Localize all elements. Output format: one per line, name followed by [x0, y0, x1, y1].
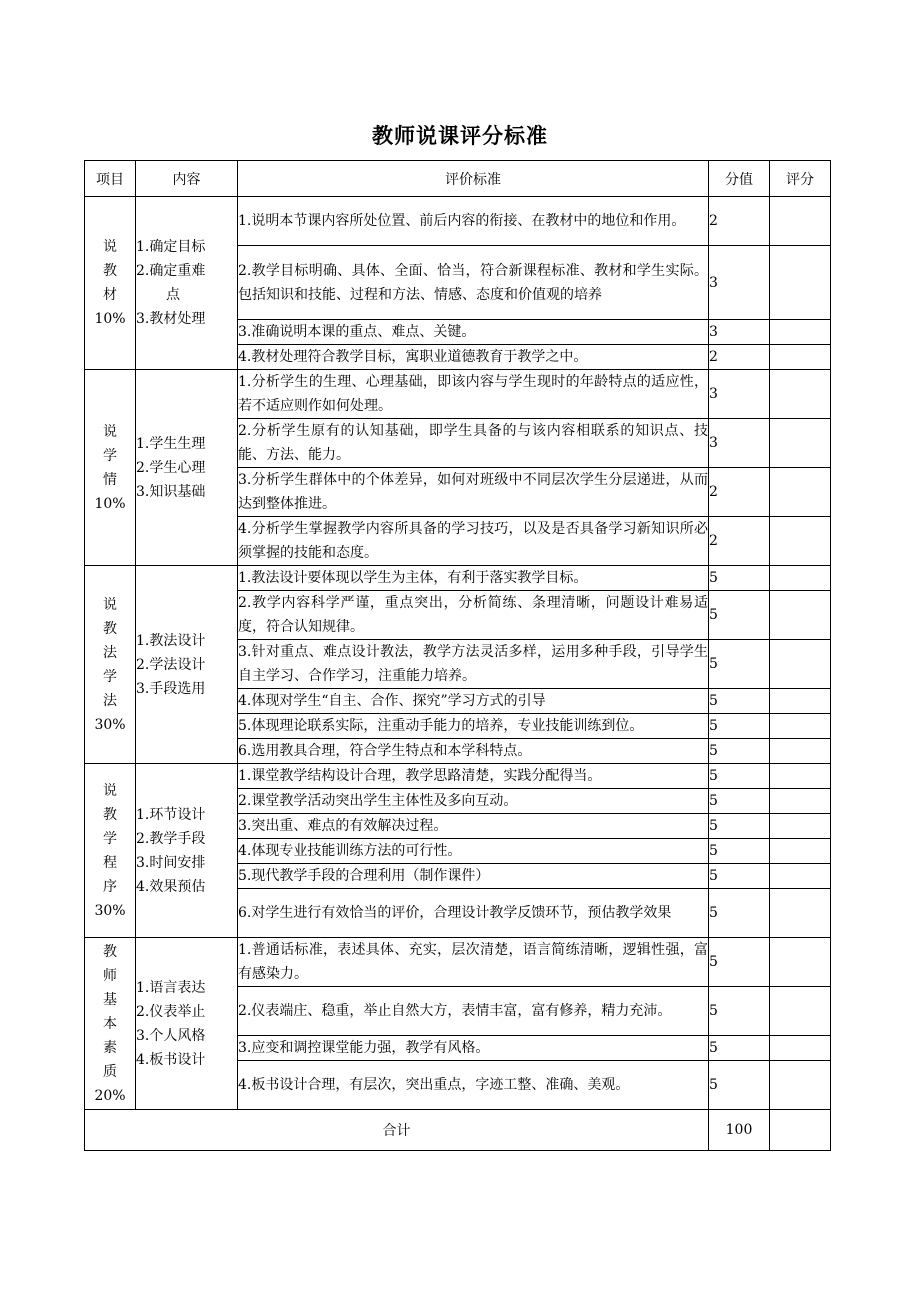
score-cell: 2	[709, 345, 770, 370]
section-content-line: 1.语言表达	[136, 979, 206, 996]
criteria-cell: 3.突出重、难点的有效解决过程。	[238, 814, 709, 839]
criteria-cell: 2.教学目标明确、具体、全面、恰当，符合新课程标准、教材和学生实际。包括知识和技能、过程和方法、情感、态度和价值观的培养	[238, 246, 709, 320]
score-cell: 2	[709, 517, 770, 566]
section-label-char: 20%	[94, 1087, 126, 1104]
section-label-char: 素	[103, 1039, 117, 1056]
evaluation-cell[interactable]	[770, 640, 831, 689]
evaluation-cell[interactable]	[770, 864, 831, 889]
score-cell: 5	[709, 1061, 770, 1110]
section-label-char: 10%	[94, 495, 126, 512]
section-label-char: 教	[103, 620, 117, 637]
section-content	[136, 197, 238, 370]
section-content	[136, 938, 238, 1110]
total-row	[85, 1110, 831, 1151]
header-content: 内容	[136, 161, 238, 197]
score-cell: 3	[709, 320, 770, 345]
criteria-cell: 4.板书设计合理，有层次，突出重点，字迹工整、准确、美观。	[238, 1061, 709, 1110]
table-row	[85, 764, 831, 789]
score-cell: 5	[709, 987, 770, 1036]
total-score: 100	[709, 1110, 770, 1151]
score-cell: 5	[709, 938, 770, 987]
criteria-cell: 4.体现对学生“自主、合作、探究”学习方式的引导	[238, 689, 709, 714]
section-label	[85, 566, 136, 764]
evaluation-cell[interactable]	[770, 689, 831, 714]
section-label-char: 教	[103, 263, 117, 279]
total-label: 合计	[85, 1110, 709, 1151]
evaluation-cell[interactable]	[770, 197, 831, 246]
score-cell: 3	[709, 246, 770, 320]
header-item: 项目	[85, 161, 136, 197]
criteria-cell: 2.仪表端庄、稳重，举止自然大方，表情丰富，富有修养，精力充沛。	[238, 987, 709, 1036]
evaluation-cell[interactable]	[770, 839, 831, 864]
criteria-cell: 3.应变和调控课堂能力强，教学有风格。	[238, 1036, 709, 1061]
evaluation-cell[interactable]	[770, 320, 831, 345]
table-row	[85, 370, 831, 419]
section-label	[85, 197, 136, 370]
criteria-cell: 5.现代教学手段的合理利用（制作课件）	[238, 864, 709, 889]
header-score: 分值	[709, 161, 770, 197]
score-cell: 5	[709, 789, 770, 814]
score-cell: 5	[709, 864, 770, 889]
criteria-cell: 6.选用教具合理，符合学生特点和本学科特点。	[238, 739, 709, 764]
section-label-char: 程	[103, 854, 117, 871]
evaluation-cell[interactable]	[770, 370, 831, 419]
evaluation-cell[interactable]	[770, 468, 831, 517]
section-label-char: 10%	[94, 311, 126, 327]
score-cell: 2	[709, 197, 770, 246]
evaluation-cell[interactable]	[770, 591, 831, 640]
section-content-line: 3.个人风格	[136, 1027, 206, 1044]
section-label	[85, 938, 136, 1110]
section-label-char: 教	[103, 943, 117, 960]
evaluation-cell[interactable]	[770, 345, 831, 370]
section-label-char: 30%	[94, 902, 126, 919]
section-content-line: 2.仪表举止	[136, 1003, 206, 1020]
criteria-cell: 2.课堂教学活动突出学生主体性及多向互动。	[238, 789, 709, 814]
section-content-line: 3.手段选用	[136, 680, 206, 697]
score-cell: 5	[709, 689, 770, 714]
evaluation-cell[interactable]	[770, 764, 831, 789]
evaluation-cell[interactable]	[770, 517, 831, 566]
criteria-cell: 2.分析学生原有的认知基础，即学生具备的与该内容相联系的知识点、技能、方法、能力。	[238, 419, 709, 468]
criteria-cell: 3.分析学生群体中的个体差异，如何对班级中不同层次学生分层递进，从而达到整体推进。	[238, 468, 709, 517]
evaluation-cell[interactable]	[770, 419, 831, 468]
section-content	[136, 566, 238, 764]
evaluation-cell[interactable]	[770, 714, 831, 739]
criteria-cell: 4.教材处理符合教学目标，寓职业道德教育于教学之中。	[238, 345, 709, 370]
section-content-line: 2.确定重难	[136, 263, 206, 279]
section-content-line: 3.时间安排	[136, 854, 206, 871]
evaluation-cell[interactable]	[770, 1061, 831, 1110]
criteria-cell: 4.体现专业技能训练方法的可行性。	[238, 839, 709, 864]
score-cell: 5	[709, 1036, 770, 1061]
evaluation-cell[interactable]	[770, 566, 831, 591]
section-label-char: 师	[103, 967, 117, 984]
header-row	[85, 161, 831, 197]
criteria-cell: 1.普通话标准，表述具体、充实，层次清楚，语言简练清晰，逻辑性强，富有感染力。	[238, 938, 709, 987]
score-cell: 5	[709, 591, 770, 640]
section-content-line: 3.教材处理	[136, 311, 206, 327]
section-label-char: 学	[103, 447, 117, 464]
criteria-cell: 4.分析学生掌握教学内容所具备的学习技巧，以及是否具备学习新知识所必须掌握的技能和态度。	[238, 517, 709, 566]
section-content	[136, 764, 238, 938]
total-evaluation-cell[interactable]	[770, 1110, 831, 1151]
section-content-line: 点	[166, 287, 180, 303]
criteria-cell: 1.说明本节课内容所处位置、前后内容的衔接、在教材中的地位和作用。	[238, 197, 709, 246]
section-content-line: 1.环节设计	[136, 806, 206, 823]
criteria-cell: 6.对学生进行有效恰当的评价，合理设计教学反馈环节，预估教学效果	[238, 889, 709, 938]
section-content-line: 1.确定目标	[136, 239, 206, 255]
score-cell: 5	[709, 839, 770, 864]
evaluation-cell[interactable]	[770, 889, 831, 938]
section-label-char: 学	[103, 830, 117, 847]
section-label-char: 说	[103, 423, 117, 440]
page-title: 教师说课评分标准	[372, 124, 548, 148]
criteria-cell: 1.教法设计要体现以学生为主体，有利于落实教学目标。	[238, 566, 709, 591]
section-label-char: 30%	[94, 716, 126, 733]
section-label-char: 材	[103, 287, 117, 303]
criteria-cell: 3.准确说明本课的重点、难点、关键。	[238, 320, 709, 345]
criteria-cell: 2.教学内容科学严谨，重点突出，分析简练、条理清晰，问题设计难易适度，符合认知规律。	[238, 591, 709, 640]
section-content	[136, 370, 238, 566]
score-cell: 3	[709, 419, 770, 468]
score-cell: 5	[709, 889, 770, 938]
section-content-line: 1.学生生理	[136, 435, 206, 452]
criteria-cell: 3.针对重点、难点设计教法，教学方法灵活多样，运用多种手段，引导学生自主学习、合作学习，注重能力培养。	[238, 640, 709, 689]
section-label	[85, 370, 136, 566]
header-criteria: 评价标准	[238, 161, 709, 197]
score-cell: 5	[709, 566, 770, 591]
section-label-char: 质	[103, 1063, 117, 1080]
score-cell: 5	[709, 714, 770, 739]
section-label-char: 本	[103, 1015, 117, 1032]
section-label-char: 基	[103, 991, 117, 1008]
section-content-line: 2.教学手段	[136, 830, 206, 847]
section-label-char: 情	[103, 471, 117, 488]
section-content-line: 2.学生心理	[136, 459, 206, 476]
section-label-char: 说	[103, 239, 117, 255]
criteria-cell: 5.体现理论联系实际，注重动手能力的培养，专业技能训练到位。	[238, 714, 709, 739]
section-content-line: 2.学法设计	[136, 656, 206, 673]
evaluation-cell[interactable]	[770, 987, 831, 1036]
score-cell: 5	[709, 764, 770, 789]
score-cell: 2	[709, 468, 770, 517]
evaluation-cell[interactable]	[770, 246, 831, 320]
score-cell: 5	[709, 814, 770, 839]
section-label-char: 说	[103, 782, 117, 799]
header-evaluation: 评分	[770, 161, 831, 197]
table-row	[85, 197, 831, 246]
section-label-char: 序	[103, 878, 117, 895]
section-label	[85, 764, 136, 938]
section-content-line: 4.板书设计	[136, 1051, 206, 1068]
section-label-char: 说	[103, 596, 117, 613]
table-row	[85, 938, 831, 987]
scoring-table	[84, 160, 831, 1151]
section-content-line: 4.效果预估	[136, 878, 206, 895]
evaluation-cell[interactable]	[770, 739, 831, 764]
section-label-char: 法	[103, 692, 117, 709]
evaluation-cell[interactable]	[770, 1036, 831, 1061]
evaluation-cell[interactable]	[770, 938, 831, 987]
score-cell: 3	[709, 370, 770, 419]
evaluation-cell[interactable]	[770, 814, 831, 839]
score-cell: 5	[709, 739, 770, 764]
section-content-line: 1.教法设计	[136, 632, 206, 649]
section-content-line: 3.知识基础	[136, 483, 206, 500]
table-row	[85, 566, 831, 591]
criteria-cell: 1.课堂教学结构设计合理，教学思路清楚，实践分配得当。	[238, 764, 709, 789]
section-label-char: 教	[103, 806, 117, 823]
evaluation-cell[interactable]	[770, 789, 831, 814]
criteria-cell: 1.分析学生的生理、心理基础，即该内容与学生现时的年龄特点的适应性，若不适应则作如何处理。	[238, 370, 709, 419]
score-cell: 5	[709, 640, 770, 689]
section-label-char: 学	[103, 668, 117, 685]
section-label-char: 法	[103, 644, 117, 661]
